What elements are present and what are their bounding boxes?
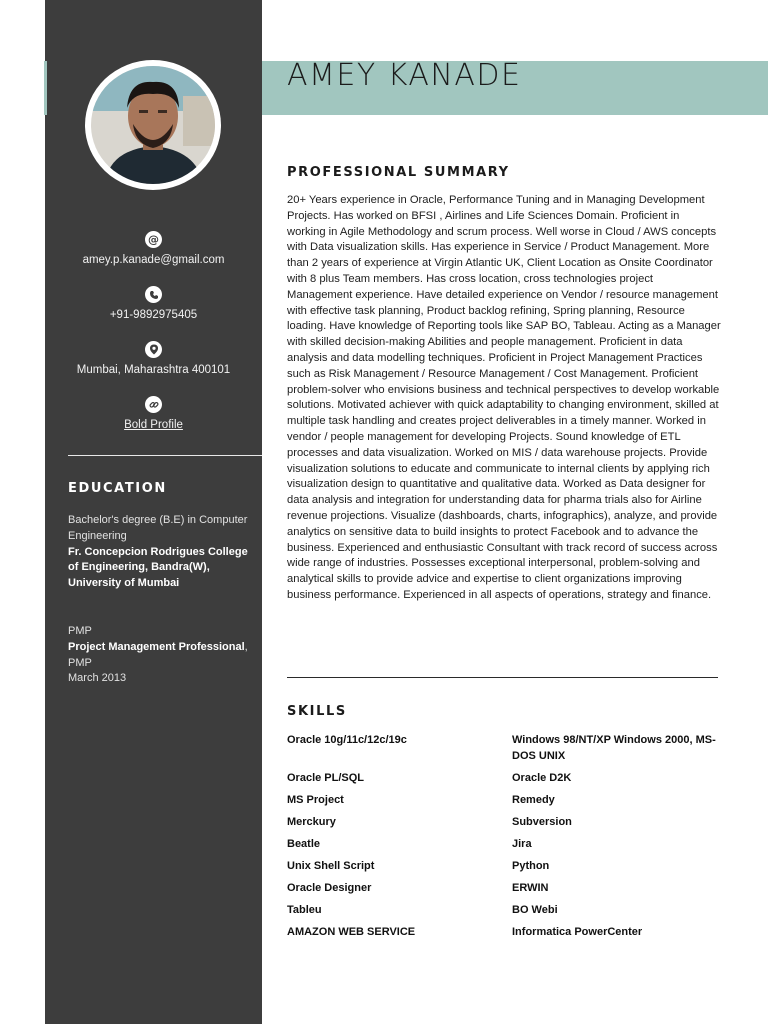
at-sign-icon: @ — [145, 231, 162, 248]
skill-item: Python — [512, 860, 550, 872]
skill-item: Subversion — [512, 816, 572, 828]
skill-item: AMAZON WEB SERVICE — [287, 926, 416, 938]
institution-text: Fr. Concepcion Rodrigues College of Engineering, Bandra(W), University of Mumbai — [68, 545, 248, 590]
institution-suffix: , PMP — [68, 640, 248, 669]
email-contact — [45, 231, 262, 267]
skill-item: Informatica PowerCenter — [512, 926, 643, 938]
skill-item: Oracle D2K — [512, 772, 572, 784]
candidate-name: AMEY KANADE — [287, 58, 522, 93]
skill-item: Merckury — [287, 816, 336, 828]
skill-item: Oracle 10g/11c/12c/19c — [287, 734, 407, 746]
skills-heading: SKILLS — [287, 704, 347, 719]
profile-photo — [91, 66, 215, 184]
accent-band-edge — [44, 61, 47, 115]
skill-item: Oracle Designer — [287, 882, 372, 894]
phone-text: +91-9892975405 — [109, 309, 198, 321]
summary-text: 20+ Years experience in Oracle, Performance Tuning and in Managing Development Projects. Has worked on BFSI , Airlines and Life Sciences Domain. Proficient in working in Agile Methodology and scrum process. Well worse in Cloud / AWS concepts with Data visualization skills. Has experience in Service / Product Management. More than 2 years of experience at Virgin Atlantic UK, Client Location as Onsite Coordinator with 8 plus Team members. Has cross location, cross technologies project Management experience. Have detailed experience on Vendor / resource management with effective task planning, Product backlog refining, Spring planning, Resource loading. Have knowledge of Reporting tools like SAP BO, Tableau. Acting as a Manager with skilled decision-making Abilities and people management. Proficient in data analysis and data modelling techniques. Proficient in Project Management Practices such as Risk Management / Resource Management / Cost Management. Proficient problem-solver who envisions business and technical perspectives to develop workable solutions. Motivated achiever with quick adaptability to changing environment, skilled at multiple task handling and creates project deliverables in a timely manner. Worked in vendor / people management for developing Projects. Sound knowledge of ETL processes and data visualization. Worked on MIS / data warehouse projects. Provide visualization solutions to educate and communicate to internal clients by applying rich visualization design to quantitative and qualitative data. Worked as Data designer for data analysis and integration for understanding data for pharma trials also for Airline revenue projections. Visualize (dashboards, charts, infographics), analyze, and provide analytics on sensitive data to build insights to protect Facebook and to advance the business. Experienced and enthusiastic Consultant with track record of success across wide range of industries. Possesses exceptional interpersonal, problem-solving and analytical skills to provide advice and expertise to client organizations improving business performance. Experienced in all aspects of operations, strategy and finance. — [287, 194, 721, 601]
skill-item: Beatle — [287, 838, 321, 850]
skill-item: BO Webi — [512, 904, 558, 916]
phone-icon — [145, 286, 162, 303]
location-contact — [45, 341, 262, 377]
phone-contact — [45, 286, 262, 322]
degree-text: PMP — [68, 625, 92, 637]
skill-item: MS Project — [287, 794, 344, 806]
skill-item: Oracle PL/SQL — [287, 772, 365, 784]
degree-text: Bachelor's degree (B.E) in Computer Engineering — [68, 514, 248, 542]
skill-item: Windows 98/NT/XP Windows 2000, MS-DOS UNIX — [512, 734, 716, 762]
skill-item: Remedy — [512, 794, 555, 806]
location-text: Mumbai, Maharashtra 400101 — [76, 364, 231, 376]
institution-text: Project Management Professional — [68, 640, 245, 653]
skill-item: ERWIN — [512, 882, 549, 894]
summary-heading: PROFESSIONAL SUMMARY — [287, 165, 510, 180]
institution-line — [68, 640, 254, 672]
map-pin-icon — [145, 341, 162, 358]
education-entry-2 — [68, 624, 254, 687]
sidebar-divider — [68, 455, 262, 456]
education-heading: EDUCATION — [68, 481, 167, 496]
education-entry-1 — [68, 513, 254, 592]
skill-item: Tableu — [287, 904, 322, 916]
profile-link[interactable]: Bold Profile — [124, 419, 183, 431]
main-divider — [287, 677, 718, 678]
skill-item: Unix Shell Script — [287, 860, 375, 872]
skill-item: Jira — [512, 838, 532, 850]
email-text: amey.p.kanade@gmail.com — [82, 254, 225, 266]
date-text: March 2013 — [68, 672, 127, 685]
profile-contact — [45, 396, 262, 432]
link-icon — [145, 396, 162, 413]
